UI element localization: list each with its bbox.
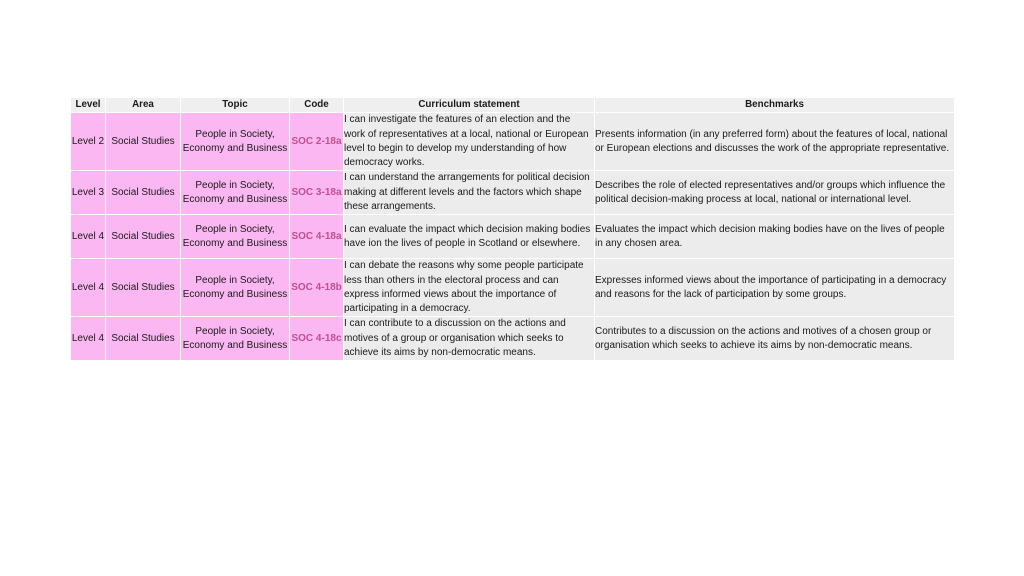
code-cell: SOC 4-18a xyxy=(290,215,343,258)
header-code: Code xyxy=(290,98,343,112)
header-area: Area xyxy=(106,98,180,112)
statement-cell: I can investigate the features of an election and the work of representatives at a local, national or European level to begin to develop my understanding of how democracy works. xyxy=(344,113,594,170)
header-curriculum-statement: Curriculum statement xyxy=(344,98,594,112)
statement-cell: I can understand the arrangements for political decision making at different levels and the factors which shape these arrangements. xyxy=(344,171,594,214)
table-row xyxy=(71,215,954,258)
header-level: Level xyxy=(71,98,105,112)
curriculum-table xyxy=(70,97,955,361)
statement-cell: I can evaluate the impact which decision making bodies have ion the lives of people in Scotland or elsewhere. xyxy=(344,215,594,258)
area-cell: Social Studies xyxy=(106,113,180,170)
table-row xyxy=(71,259,954,316)
code-cell: SOC 3-18a xyxy=(290,171,343,214)
statement-cell: I can contribute to a discussion on the actions and motives of a group or organisation which seeks to achieve its aims by non-democratic means. xyxy=(344,317,594,360)
level-cell: Level 4 xyxy=(71,259,105,316)
code-cell: SOC 4-18b xyxy=(290,259,343,316)
level-cell: Level 4 xyxy=(71,215,105,258)
topic-cell: People in Society, Economy and Business xyxy=(181,113,289,170)
statement-cell: I can debate the reasons why some people participate less than others in the electoral process and can express informed views about the importance of participating in a democracy. xyxy=(344,259,594,316)
header-topic: Topic xyxy=(181,98,289,112)
level-cell: Level 2 xyxy=(71,113,105,170)
benchmark-cell: Expresses informed views about the importance of participating in a democracy and reasons for the lack of participation by some groups. xyxy=(595,259,954,316)
benchmark-cell: Describes the role of elected representatives and/or groups which influence the political decision-making process at local, national or international level. xyxy=(595,171,954,214)
level-cell: Level 4 xyxy=(71,317,105,360)
topic-cell: People in Society, Economy and Business xyxy=(181,259,289,316)
area-cell: Social Studies xyxy=(106,317,180,360)
area-cell: Social Studies xyxy=(106,171,180,214)
code-cell: SOC 4-18c xyxy=(290,317,343,360)
benchmark-cell: Contributes to a discussion on the actions and motives of a chosen group or organisation which seeks to achieve its aims by non-democratic means. xyxy=(595,317,954,360)
level-cell: Level 3 xyxy=(71,171,105,214)
table-row xyxy=(71,171,954,214)
header-benchmarks: Benchmarks xyxy=(595,98,954,112)
topic-cell: People in Society, Economy and Business xyxy=(181,317,289,360)
header-row xyxy=(71,98,954,112)
area-cell: Social Studies xyxy=(106,215,180,258)
table-row xyxy=(71,113,954,170)
topic-cell: People in Society, Economy and Business xyxy=(181,215,289,258)
benchmark-cell: Evaluates the impact which decision making bodies have on the lives of people in any chosen area. xyxy=(595,215,954,258)
benchmark-cell: Presents information (in any preferred form) about the features of local, national or European elections and discusses the work of the appropriate representative. xyxy=(595,113,954,170)
topic-cell: People in Society, Economy and Business xyxy=(181,171,289,214)
area-cell: Social Studies xyxy=(106,259,180,316)
table-row xyxy=(71,317,954,360)
code-cell: SOC 2-18a xyxy=(290,113,343,170)
